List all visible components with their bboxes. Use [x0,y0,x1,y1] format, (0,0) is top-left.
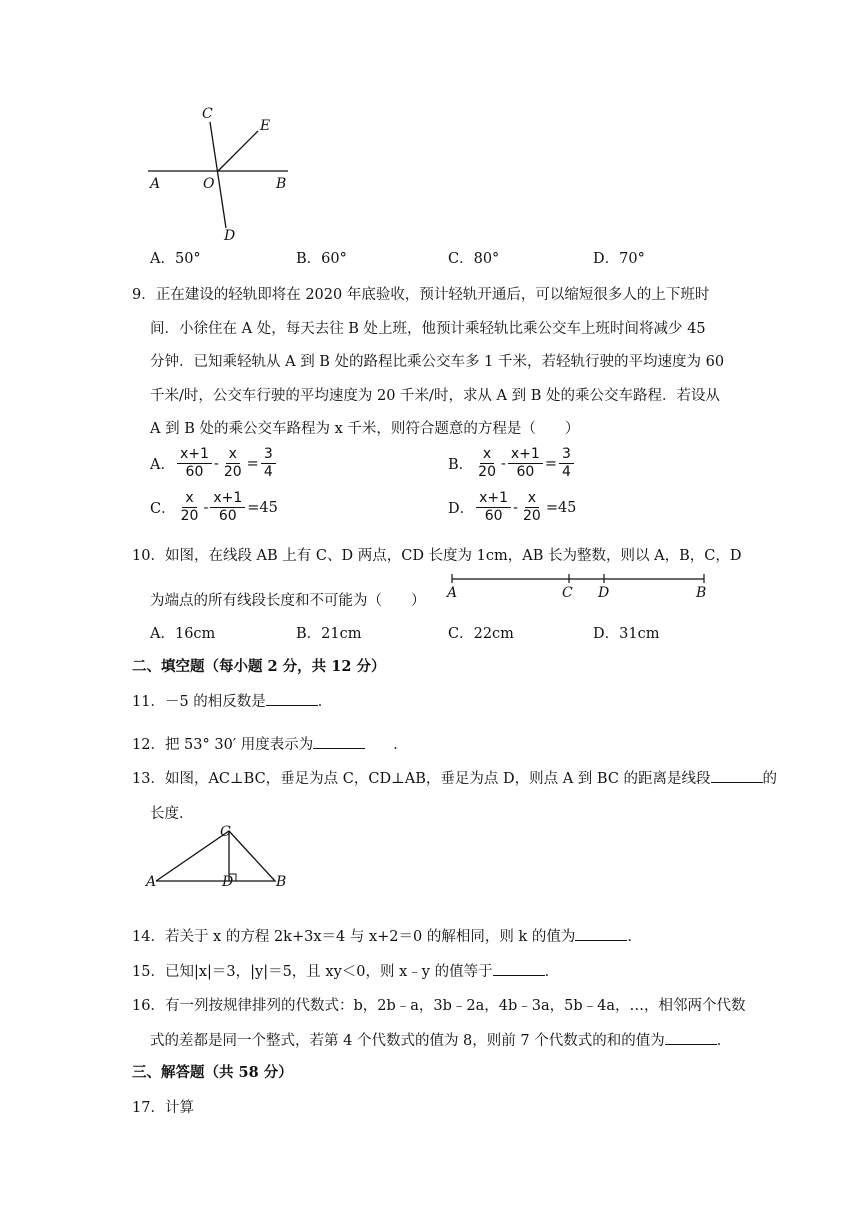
q17: 17．计算 [132,1100,194,1116]
q12-text: 12．把 53° 30′ 用度表示为 [132,737,314,753]
q11-end: ． [317,694,333,710]
label-b: B [276,874,287,888]
q13-line-1 [132,767,777,788]
option-label: A． [150,457,175,473]
answer-blank [711,768,763,783]
fraction: $\frac{x}{20}$ [180,490,199,524]
q9-line-4: 千米/时，公交车行驶的平均速度为 20 千米/时，求从 A 到 B 处的乘公交车路程．若设从 [150,388,720,404]
segment-figure-q10 [444,570,714,602]
q11 [132,690,332,711]
option-label: D． [448,501,475,517]
label-e: E [260,118,271,134]
q9-option-b [448,446,576,481]
operator: - [500,455,506,472]
fraction: $\frac{x}{20}$ [522,490,541,524]
answer-blank [313,734,365,749]
section-heading-solutions: 三、解答题（共 58 分） [132,1064,293,1081]
label-o: O [203,176,215,192]
label-a: A [447,585,458,601]
q14 [132,925,642,946]
equals: = [544,455,557,472]
q9-line-2: 间．小徐住在 A 处，每天去往 B 处上班，他预计乘轻轨比乘公交车上班时间将减少 45 [150,321,706,337]
operator: - [203,499,209,516]
section-heading-fill-in: 二、填空题（每小题 2 分，共 12 分） [132,658,386,675]
label-c: C [220,824,231,840]
q9-option-a [150,446,278,481]
fraction: $\frac{x}{20}$ [223,446,242,480]
q15-text: 15．已知|x|＝3，|y|＝5，且 xy＜0，则 x﹣y 的值等于 [132,964,493,980]
label-b: B [276,176,287,192]
q13-line-2: 长度． [150,806,194,822]
operator: - [513,499,518,516]
rhs: =45 [247,499,278,516]
q16-text: 式的差都是同一个整式，若第 4 个代数式的值为 8，则前 7 个代数式的和的值为 [150,1033,665,1049]
label-a: A [150,176,161,192]
q8-option-b: B．60° [296,251,347,267]
q9-line-3: 分钟．已知乘轻轨从 A 到 B 处的路程比乘公交车多 1 千米，若轻轨行驶的平均速度为 60 [150,354,725,370]
rhs: =45 [545,499,577,516]
q9-line-5: A 到 B 处的乘公交车路程为 x 千米，则符合题意的方程是（ ） [150,421,580,437]
fraction: $\frac{x+1}{60}$ [508,446,543,481]
q10-option-b: B．21cm [296,626,362,642]
label-c: C [562,585,573,601]
q15-end: ． [544,964,560,980]
fraction: $\frac{3}{4}$ [559,446,574,481]
q13-text-end: 的 [762,771,778,787]
answer-blank [493,961,545,976]
option-label: B． [448,457,474,473]
answer-blank [575,926,627,941]
fraction: $\frac{3}{4}$ [261,446,276,481]
fraction: $\frac{x+1}{60}$ [210,490,245,525]
label-d: D [598,585,610,601]
option-label: C． [150,501,176,517]
label-a: A [146,874,157,888]
q8-option-a: A．50° [150,251,201,267]
q8-option-c: C．80° [448,251,500,267]
q12 [132,733,408,754]
q10-option-c: C．22cm [448,626,514,642]
q13-text: 13．如图，AC⊥BC，垂足为点 C，CD⊥AB，垂足为点 D，则点 A 到 BC 的距离是线段 [132,771,711,787]
q11-text: 11．－5 的相反数是 [132,694,266,710]
q14-text: 14．若关于 x 的方程 2k+3x＝4 与 x+2＝0 的解相同，则 k 的值为 [132,929,576,945]
q16-line-1: 16．有一列按规律排列的代数式：b，2b﹣a，3b﹣2a，4b﹣3a，5b﹣4a，…，相邻两个代数 [132,998,746,1014]
q15 [132,960,559,981]
label-d: D [222,874,234,888]
q12-end: ． [393,737,408,753]
fraction: $\frac{x}{20}$ [478,446,496,480]
label-c: C [202,106,213,122]
q10-line-2: 为端点的所有线段长度和不可能为（ ） [150,593,426,609]
triangle-figure-q13 [142,822,302,888]
q10-line-1: 10．如图，在线段 AB 上有 C、D 两点，CD 长度为 1cm，AB 长为整数，则以 A，B，C，D [132,548,742,564]
answer-blank [665,1030,717,1045]
q16-line-2 [150,1029,731,1050]
q9-option-c [150,490,278,525]
angle-figure-q8 [140,100,310,245]
q10-option-a: A．16cm [150,626,216,642]
q16-end: ． [716,1033,732,1049]
q9-line-1: 9．正在建设的轻轨即将在 2020 年底验收，预计轻轨开通后，可以缩短很多人的上下班时 [132,287,710,303]
equals: = [246,455,259,472]
q10-option-d: D．31cm [593,626,660,642]
answer-blank [266,691,318,706]
operator: - [213,455,219,472]
q8-option-d: D．70° [593,251,645,267]
label-b: B [696,585,707,601]
fraction: $\frac{x+1}{60}$ [476,490,511,525]
q14-end: ． [627,929,642,945]
fraction: $\frac{x+1}{60}$ [177,446,212,481]
label-d: D [224,228,236,244]
q9-option-d [448,490,576,525]
